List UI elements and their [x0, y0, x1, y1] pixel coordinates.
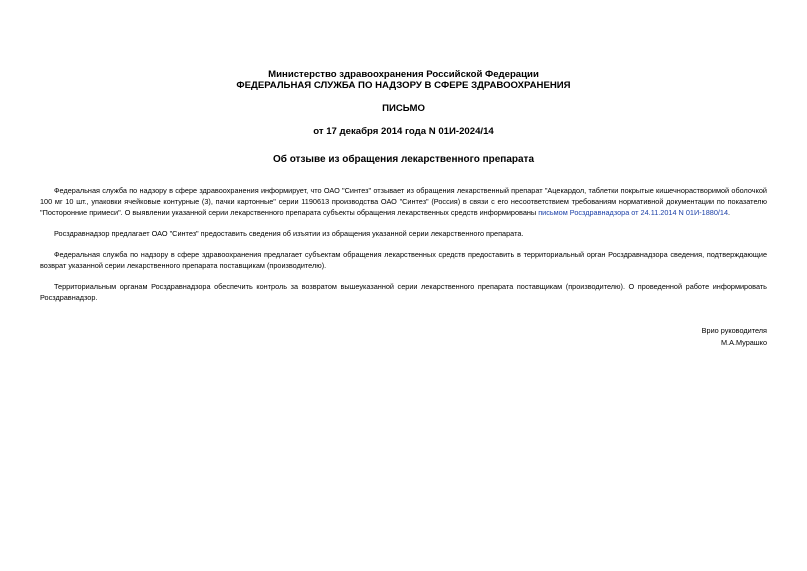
document-body: [40, 185, 767, 303]
paragraph-1: [40, 185, 767, 218]
referenced-letter-link[interactable]: письмом Росздравнадзора от 24.11.2014 N 01И-1880/14: [538, 208, 729, 217]
paragraph-1-end: .: [728, 208, 731, 217]
service-name: ФЕДЕРАЛЬНАЯ СЛУЖБА ПО НАДЗОРУ В СФЕРЕ ЗДРАВООХРАНЕНИЯ: [236, 80, 571, 91]
document-page: [40, 0, 767, 571]
signatory-name: М.А.Мурашко: [720, 338, 767, 347]
ministry-name: Министерство здравоохранения Российской Федерации: [268, 69, 539, 80]
paragraph-2: Росздравнадзор предлагает ОАО "Синтез" предоставить сведения об изъятии из обращения указанной серии лекарственного препарата.: [54, 229, 524, 238]
signature-block: [702, 325, 767, 349]
document-type: ПИСЬМО: [382, 103, 425, 114]
document-subject: Об отзыве из обращения лекарственного препарата: [272, 154, 535, 165]
document-header: [40, 69, 767, 165]
signatory-title: Врио руководителя: [701, 326, 767, 335]
paragraph-1-text: Федеральная служба по надзору в сфере здравоохранения информирует, что ОАО "Синтез" отзывает из обращения лекарственный препарат "Ацекардол, таблетки покрытые кишечнорастворимой оболочкой 100 мг 10 шт., упаковки ячейковые контурные (3), пачки картонные" серии 1190613 производства ОАО "Синтез" (Россия) в связи с его несоответствием требованиям нормативной документации по показателю "Посторонние примеси". О выявлении указанной серии лекарственного препарата субъекты обращения лекарственных средств информированы: [40, 186, 767, 217]
document-date: от 17 декабря 2014 года N 01И-2024/14: [313, 126, 494, 137]
paragraph-3: Федеральная служба по надзору в сфере здравоохранения предлагает субъектам обращения лекарственных средств предоставить в территориальный орган Росздравнадзора сведения, подтверждающие возврат указанной серии лекарственного препарата поставщикам (производителю).: [40, 250, 767, 270]
paragraph-4: Территориальным органам Росздравнадзора обеспечить контроль за возвратом вышеуказанной серии лекарственного препарата поставщикам (производителю). О проведенной работе информировать Росздравнадзор.: [40, 282, 767, 302]
